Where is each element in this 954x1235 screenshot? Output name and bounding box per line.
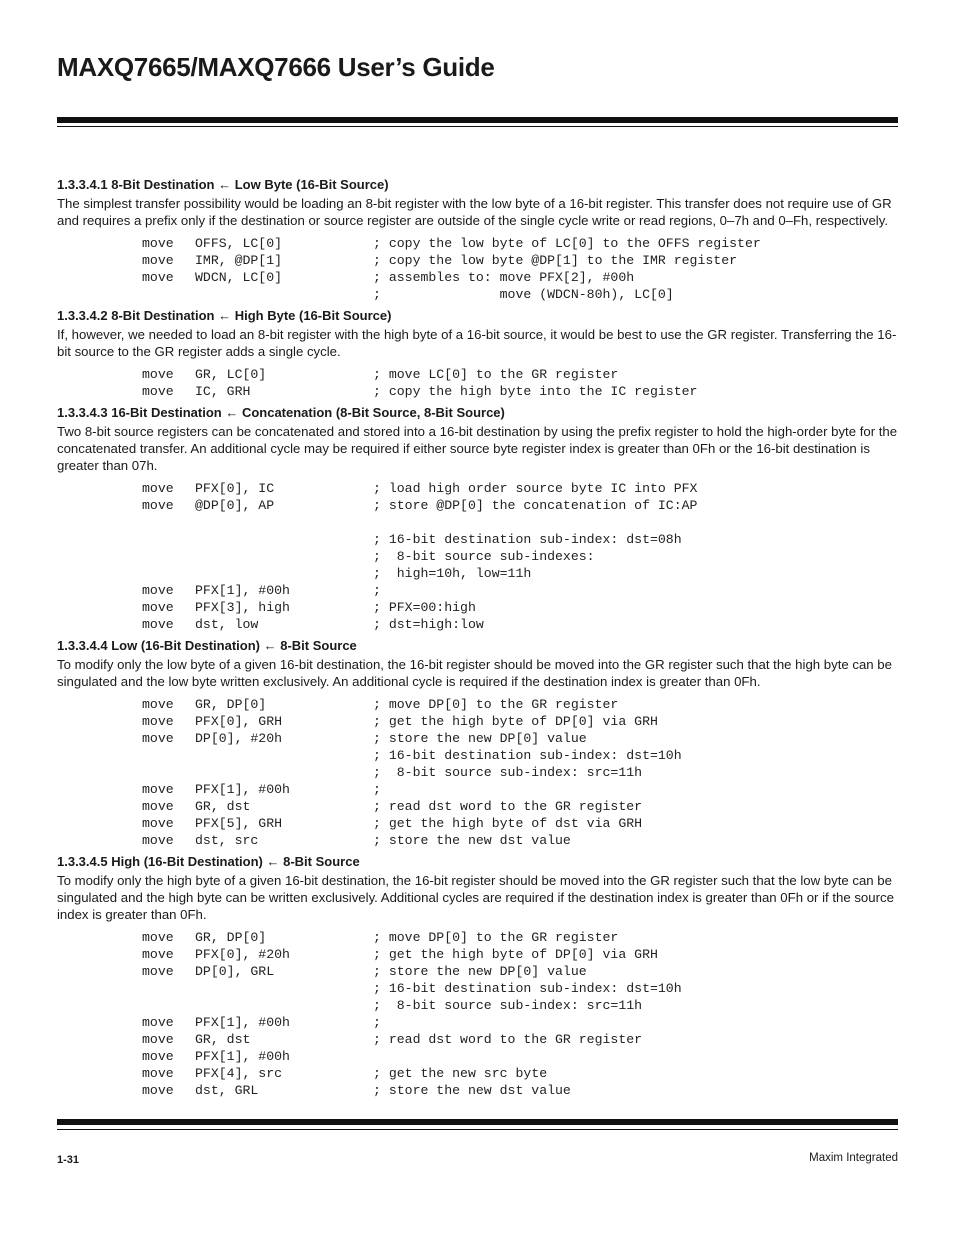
code-line	[142, 286, 898, 303]
code-comment: ; 16-bit destination sub-index: dst=10h	[373, 981, 682, 996]
code-comment: ; store @DP[0] the concatenation of IC:AP	[373, 498, 698, 513]
code-comment: ; 16-bit destination sub-index: dst=08h	[373, 532, 682, 547]
code-comment: ; high=10h, low=11h	[373, 566, 532, 581]
code-line	[142, 497, 898, 514]
code-opcode	[142, 514, 195, 531]
code-comment: ; store the new DP[0] value	[373, 731, 587, 746]
code-operands: PFX[4], src	[195, 1066, 283, 1081]
code-opcode: move	[142, 799, 174, 814]
code-block	[57, 929, 898, 1099]
code-opcode: move	[142, 1066, 174, 1081]
code-comment: ; copy the low byte of LC[0] to the OFFS register	[373, 236, 761, 251]
code-opcode: move	[142, 600, 174, 615]
code-operands: GR, dst	[195, 1032, 251, 1047]
code-comment: ; get the high byte of DP[0] via GRH	[373, 714, 658, 729]
section-paragraph: If, however, we needed to load an 8-bit register with the high byte of a 16-bit source, it would be best to use the GR register. Transferring the 16-bit source to the GR register adds a single cycle.	[57, 327, 897, 359]
code-opcode	[142, 764, 195, 781]
code-comment: ;	[373, 782, 381, 797]
doc-section	[57, 637, 898, 849]
code-opcode: move	[142, 384, 174, 399]
code-line	[142, 696, 898, 713]
section-heading: 1.3.3.4.1 8-Bit Destination ← Low Byte (16-Bit Source)	[57, 177, 389, 192]
code-opcode: move	[142, 833, 174, 848]
code-block	[57, 696, 898, 849]
code-line	[142, 531, 898, 548]
code-line	[142, 235, 898, 252]
code-opcode: move	[142, 1032, 174, 1047]
code-line	[142, 269, 898, 286]
code-operands: GR, LC[0]	[195, 367, 267, 382]
code-comment: ; get the high byte of DP[0] via GRH	[373, 947, 658, 962]
code-block	[57, 366, 898, 400]
code-opcode	[142, 997, 195, 1014]
code-opcode: move	[142, 714, 174, 729]
footer-company: Maxim Integrated	[809, 1152, 898, 1164]
code-line	[142, 514, 898, 531]
code-operands	[195, 531, 373, 548]
code-opcode: move	[142, 270, 174, 285]
code-comment: ; read dst word to the GR register	[373, 1032, 643, 1047]
code-line	[142, 764, 898, 781]
code-comment: ; store the new DP[0] value	[373, 964, 587, 979]
header-rule-thick	[57, 117, 898, 123]
code-operands	[195, 565, 373, 582]
code-operands: dst, GRL	[195, 1083, 259, 1098]
code-operands: PFX[0], IC	[195, 481, 275, 496]
code-line	[142, 997, 898, 1014]
code-opcode: move	[142, 617, 174, 632]
code-line	[142, 963, 898, 980]
section-heading: 1.3.3.4.5 High (16-Bit Destination) ← 8-Bit Source	[57, 854, 360, 869]
code-line	[142, 1065, 898, 1082]
code-line	[142, 1014, 898, 1031]
code-operands	[195, 980, 373, 997]
code-operands: GR, dst	[195, 799, 251, 814]
section-paragraph: To modify only the high byte of a given 16-bit destination, the 16-bit register should be moved into the GR register such that the low byte can be singulated and the high byte can be written exclusively. Additional cycles are required if the destination index is greater than 0Fh or if the source index is greater than 0Fh.	[57, 873, 894, 922]
code-comment: ; copy the low byte @DP[1] to the IMR register	[373, 253, 738, 268]
code-operands: OFFS, LC[0]	[195, 236, 283, 251]
code-line	[142, 383, 898, 400]
code-comment: ; store the new dst value	[373, 1083, 571, 1098]
code-comment: ; copy the high byte into the IC register	[373, 384, 698, 399]
code-opcode: move	[142, 1049, 174, 1064]
code-line	[142, 1048, 898, 1065]
code-line	[142, 582, 898, 599]
code-opcode: move	[142, 1083, 174, 1098]
code-comment: ; move DP[0] to the GR register	[373, 697, 619, 712]
code-comment: ; dst=high:low	[373, 617, 484, 632]
code-operands: PFX[5], GRH	[195, 816, 283, 831]
code-operands: @DP[0], AP	[195, 498, 275, 513]
code-opcode: move	[142, 481, 174, 496]
code-operands	[195, 764, 373, 781]
code-line	[142, 747, 898, 764]
code-operands	[195, 747, 373, 764]
code-line	[142, 946, 898, 963]
code-opcode: move	[142, 697, 174, 712]
code-operands: PFX[0], GRH	[195, 714, 283, 729]
code-opcode: move	[142, 236, 174, 251]
code-opcode	[142, 548, 195, 565]
code-line	[142, 565, 898, 582]
code-comment: ; 16-bit destination sub-index: dst=10h	[373, 748, 682, 763]
code-line	[142, 548, 898, 565]
code-comment: ; load high order source byte IC into PFX	[373, 481, 698, 496]
code-operands: dst, src	[195, 833, 259, 848]
code-comment: ; PFX=00:high	[373, 600, 476, 615]
code-line	[142, 713, 898, 730]
code-line	[142, 730, 898, 747]
code-operands: IC, GRH	[195, 384, 251, 399]
code-comment: ; read dst word to the GR register	[373, 799, 643, 814]
code-line	[142, 599, 898, 616]
code-line	[142, 1031, 898, 1048]
code-line	[142, 1082, 898, 1099]
code-line	[142, 366, 898, 383]
code-comment: ;	[373, 583, 381, 598]
code-comment: ; 8-bit source sub-index: src=11h	[373, 998, 643, 1013]
section-paragraph: To modify only the low byte of a given 16-bit destination, the 16-bit register should be moved into the GR register such that the high byte can be singulated and the low byte written exclusively. An additional cycle is required if the destination index is greater than 0Fh.	[57, 657, 892, 689]
code-opcode: move	[142, 816, 174, 831]
code-line	[142, 252, 898, 269]
code-comment: ; get the high byte of dst via GRH	[373, 816, 643, 831]
code-line	[142, 798, 898, 815]
code-line	[142, 832, 898, 849]
code-line	[142, 980, 898, 997]
code-block	[57, 480, 898, 633]
code-line	[142, 781, 898, 798]
code-opcode	[142, 980, 195, 997]
footer-rule-thick	[57, 1119, 898, 1125]
code-operands: GR, DP[0]	[195, 930, 267, 945]
code-opcode	[142, 565, 195, 582]
code-line	[142, 616, 898, 633]
code-opcode: move	[142, 947, 174, 962]
header-rule-thin	[57, 126, 898, 127]
code-operands: PFX[1], #00h	[195, 1049, 290, 1064]
code-operands: WDCN, LC[0]	[195, 270, 283, 285]
code-operands: PFX[3], high	[195, 600, 290, 615]
code-operands	[195, 514, 373, 531]
code-opcode: move	[142, 367, 174, 382]
code-operands	[195, 548, 373, 565]
code-opcode: move	[142, 583, 174, 598]
doc-section	[57, 176, 898, 303]
code-opcode: move	[142, 1015, 174, 1030]
code-operands: PFX[1], #00h	[195, 1015, 290, 1030]
code-comment: ; 8-bit source sub-index: src=11h	[373, 765, 643, 780]
section-paragraph: The simplest transfer possibility would be loading an 8-bit register with the low byte of a 16-bit register. This transfer does not require use of GR and requires a prefix only if the destination or source register are outside of the single cycle write or read regions, 0–7h and 0–Fh, respectively.	[57, 196, 892, 228]
code-opcode: move	[142, 964, 174, 979]
code-operands: IMR, @DP[1]	[195, 253, 283, 268]
doc-section	[57, 853, 898, 1099]
code-comment: ; get the new src byte	[373, 1066, 548, 1081]
doc-section	[57, 307, 898, 400]
section-heading: 1.3.3.4.3 16-Bit Destination ← Concatenation (8-Bit Source, 8-Bit Source)	[57, 405, 505, 420]
code-operands: PFX[1], #00h	[195, 583, 290, 598]
code-line	[142, 929, 898, 946]
code-opcode	[142, 747, 195, 764]
code-opcode: move	[142, 731, 174, 746]
code-opcode	[142, 531, 195, 548]
code-operands	[195, 997, 373, 1014]
code-comment: ; assembles to: move PFX[2], #00h	[373, 270, 635, 285]
section-heading: 1.3.3.4.2 8-Bit Destination ← High Byte (16-Bit Source)	[57, 308, 392, 323]
code-operands: GR, DP[0]	[195, 697, 267, 712]
code-line	[142, 480, 898, 497]
code-operands: DP[0], GRL	[195, 964, 275, 979]
document-title: MAXQ7665/MAXQ7666 User’s Guide	[57, 52, 495, 82]
footer-rule-thin	[57, 1129, 898, 1130]
section-heading: 1.3.3.4.4 Low (16-Bit Destination) ← 8-Bit Source	[57, 638, 357, 653]
doc-section	[57, 404, 898, 633]
code-comment: ; store the new dst value	[373, 833, 571, 848]
code-line	[142, 815, 898, 832]
code-comment: ; 8-bit source sub-indexes:	[373, 549, 595, 564]
document-body	[57, 176, 898, 1103]
code-operands: PFX[1], #00h	[195, 782, 290, 797]
code-comment: ;	[373, 1015, 381, 1030]
code-opcode: move	[142, 253, 174, 268]
code-opcode: move	[142, 782, 174, 797]
code-operands: dst, low	[195, 617, 259, 632]
code-block	[57, 235, 898, 303]
code-comment: ; move (WDCN-80h), LC[0]	[373, 287, 674, 302]
code-operands: DP[0], #20h	[195, 731, 283, 746]
code-opcode: move	[142, 930, 174, 945]
page-number: 1-31	[57, 1154, 80, 1166]
code-opcode	[142, 286, 195, 303]
code-operands: PFX[0], #20h	[195, 947, 290, 962]
code-operands	[195, 286, 373, 303]
code-opcode: move	[142, 498, 174, 513]
code-comment: ; move LC[0] to the GR register	[373, 367, 619, 382]
section-paragraph: Two 8-bit source registers can be concatenated and stored into a 16-bit destination by using the prefix register to hold the high-order byte for the concatenated transfer. An additional cycle may be required if either source byte register index is greater than 0Fh or the 16-bit destination is greater than 07h.	[57, 424, 898, 473]
code-comment: ; move DP[0] to the GR register	[373, 930, 619, 945]
